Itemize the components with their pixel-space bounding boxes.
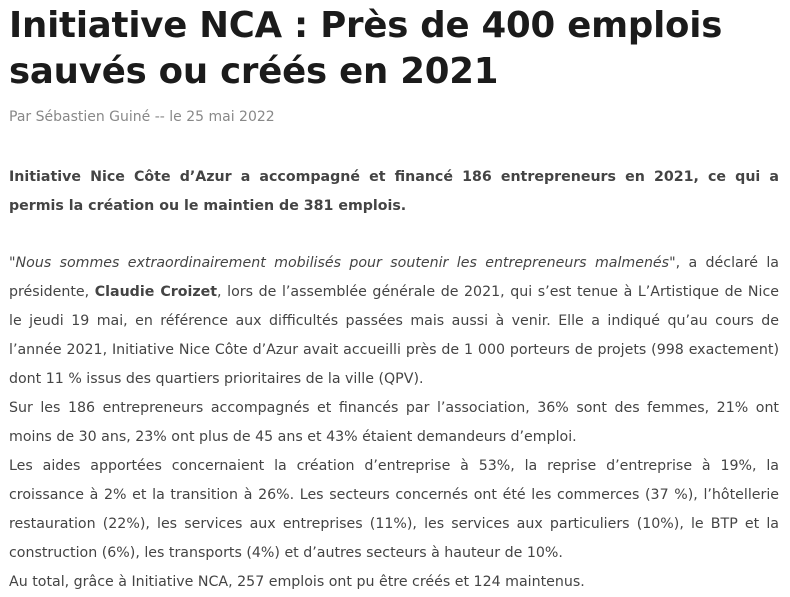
article-body xyxy=(9,249,779,597)
paragraph-total: Au total, grâce à Initiative NCA, 257 emplois ont pu être créés et 124 maintenus. xyxy=(9,574,585,590)
article-title: Initiative NCA : Près de 400 emplois sauvés ou créés en 2021 xyxy=(9,5,723,92)
paragraph-sectors: Les aides apportées concernaient la création d’entreprise à 53%, la reprise d’entreprise à 19%, la croissance à 2% et la transition à 26%. Les secteurs concernés ont été les commerces (37 %), l’hôtellerie restauration (22%), les services aux entreprises (11%), les services aux particuliers (10%), le BTP et la construction (6%), les transports (4%) et d’autres secteurs à hauteur de 10%. xyxy=(9,458,779,561)
paragraph-quote xyxy=(9,249,779,394)
article-byline: Par Sébastien Guiné -- le 25 mai 2022 xyxy=(9,109,275,125)
paragraph-demographics: Sur les 186 entrepreneurs accompagnés et financés par l’association, 36% sont des femmes, 21% ont moins de 30 ans, 23% ont plus de 45 ans et 43% étaient demandeurs d’emploi. xyxy=(9,400,779,445)
paragraph-quote-rest: , lors de l’assemblée générale de 2021, qui s’est tenue à L’Artistique de Nice le jeudi 19 mai, en référence aux difficultés passées mais aussi à venir. Elle a indiqué qu’au cours de l’année 2021, Initiative Nice Côte d’Azur avait accueilli près de 1 000 porteurs de projets (998 exactement) dont 11 % issus des quartiers prioritaires de la ville (QPV). xyxy=(9,284,779,387)
open-quote-mark: " xyxy=(9,255,16,271)
article-lead: Initiative Nice Côte d’Azur a accompagné et financé 186 entrepreneurs en 2021, ce qui a permis la création ou le maintien de 381 emplois. xyxy=(9,169,779,214)
quote-attribution: ", a déclaré la présidente, xyxy=(9,255,779,300)
president-name: Claudie Croizet xyxy=(94,284,218,300)
article xyxy=(9,0,779,597)
president-quote: Nous sommes extraordinairement mobilisés pour soutenir les entrepreneurs malmenés xyxy=(15,255,670,271)
